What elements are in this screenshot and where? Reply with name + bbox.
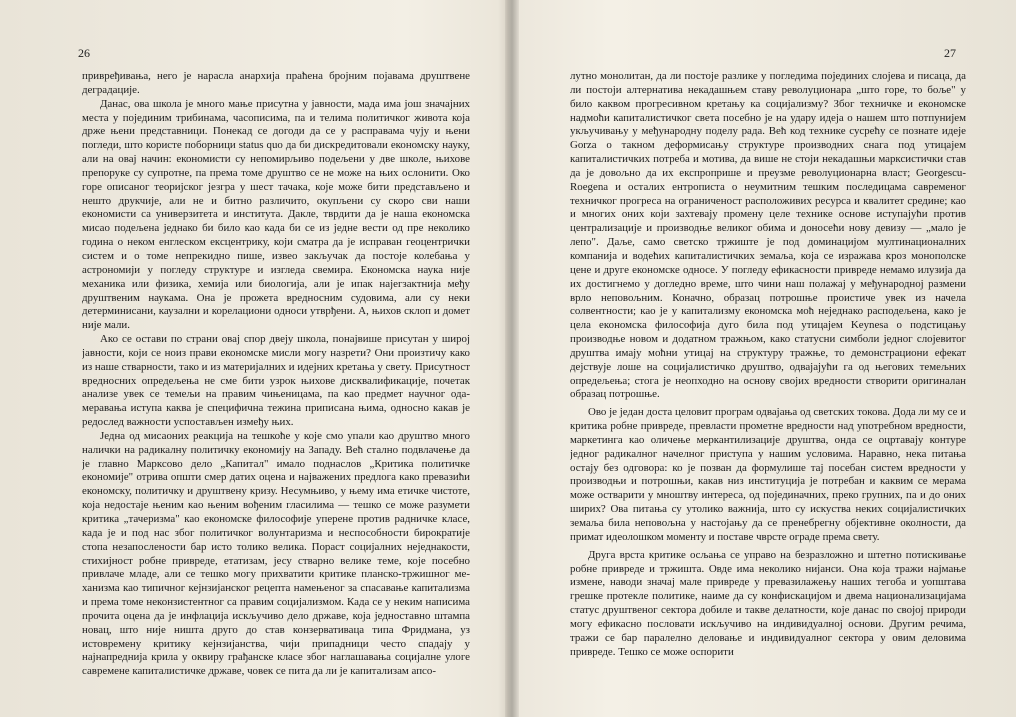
- left-page: [0, 0, 505, 717]
- paragraph: привређивања, него је нарасла анархија праћена бројним појавама друштвене деградације.: [82, 70, 470, 96]
- book-gutter: [505, 0, 519, 717]
- paragraph: Данас, ова школа је много мање присутна у јавности, мада има још значајних места у појединим трибинама, часописима, па и телима политичког живота која држе њени представници. Понекад се догоди да се у расправама чују и њени погледи, што користе поборници status quo да би дискредитовали економску науку, али на овај начин: економисти су непомирљиво подељени у две школе, њихове препоруке су супротне, па према томе друштво се не може на њих ослонити. Око горе описаног теоријског језгра у шест тачака, које може бити представљено и нешто друкчије, али не и битно различито, окупљени су скоро сви наши економисти са универзитета и института. Дакле, тврдити да је наша економска мисао подељена једнако би било као када би се из једне вести од пре неколико година о неком енглеском ексцентрику, који сматра да је исправан геоцентрички систем и о томе непрекидно пише, извео закључак да постоје колебања у астрономији у погледу структуре и изгледа свемира. Економска наука није механика или физика, хемија или биологија, али је ипак најегзактнија међу друштвеним наукама. Она је прожета вредносним судовима, али су неки детерминисани, каузални и корелациони односи утврђени. А, њихов склоп и домет није мали.: [82, 97, 470, 332]
- paragraph: Једна од мисаоних реакција на тешкоће у које смо упали као друштво много налички на радикалну политичку економију на Западу. Већ стално подвлачење да је главно Марксово дело „Капитал" имало поднаслов „Критика политичке економије" отрива општи смер датих оцена и најважених предлога како превазићи економску, политичку и друштвену кризу. Несумњиво, у њему има етичке чистоте, која недостаје њеним као њеним вођеним гласилима — тешко се може разумети критика „тачеризма" као економске философије уперене против радничке класе, када је и под нас због политичког волунтаризма и неспособности бирократије стопа незапослености бар исто толико велика. Пораст социјалних неједнакости, стихијност робне привреде, етатизам, јесу стварно велике теме, које посебно привлаче младе, али се тешко могу прихватити критике планско-тржишног механизма као типичног кејнзијанског рецепта намењеног за спасавање капитализма и према томе неконзистентног са правим социјализмом. Када се у неким написима прочита оцена да је инфлација искључиво дело државе, која једноставно штампа новац, што није ништа друго до став конзервативаца типа Фридмана, уз истовремену критику кејнзијанства, чији припадници често спадају у најнапреднија крила у оквиру грађанске класе због наглашавања социјалне улоге савремене капиталистичке државе, човек се пита да ли је капитализам апсо-: [82, 429, 470, 678]
- page-body-text: [570, 70, 966, 710]
- paragraph: Ако се остави по страни овај спор двеју школа, понајвише присутан у широј јавности, који се ноиз прави економске мисли могу назрети? Они произтичу како из наше стварности, тако и из материјалних и идејних кретања у свету. Присутност вредносних опредељења не сме бити узрок њихове дисквалификације, почетак анализе увек се темељи на правим чињеницама, па као предмет научног одамеравања иступа каква је специфична тежина приписана њима, односно какав је редослед важности успостављен између њих.: [82, 333, 470, 429]
- paragraph: Друга врста критике осљања се управо на безразложно и штетно потискивање робне привреде и тржишта. Овде има неколико нијанси. Она која тражи најмање измене, наводи значај мале привреде у превазилажењу наших тегоба и уопштава грешке протекле политике, наиме да су конфискацијом и двема национализацијама статус друштвеног сектора добиле и такве делатности, које данас по својој природи могу ефикасно пословати искључиво на индивидуалној основи. Другим речима, тражи се бар паралелно деловање и индивидуалног сектора у овим деловима привреде. Тешко се може оспорити: [570, 548, 966, 658]
- page-number: 26: [78, 46, 90, 60]
- page-number: 27: [944, 46, 956, 60]
- paragraph: лутно монолитан, да ли постоје разлике у погледима појединих слојева и писаца, да ли постоји алтернатива некадашњем ставу револуционара „што горе, то боље" у било каквом прогресивном кретању ка социјализму? Због техничке и економске надмоћи капиталистичког света посебно је на удару идеја о нашем што потпунијем укључивању у међународну поделу рада. Већ код технике сусрећу се познате идеје Gorza о такном деформисању структуре производних снага под утицајем капиталистичких потреба и мотива, да више не стоји некадашњи марксистички став да је довољно да их експроприше и преузме револуционарна власт; Georgescu-Roegena и осталих ентрописта о неумитним тешким последицама савременог техничког прогреса на ограниченост расположивих ресурса и квалитет средине; као и многих оних који захтевају промену целе технике основе иступајући против централизације и производње великог обима и доносећи нову девизу — „мало је лепо". Даље, само светско тржиште је под доминацијом мултинационалних компанија и водећих капиталистичких земаља, која се изражава кроз монополске цене и друге економске односе. У погледу ефикасности привреде немамо илузија да их достигнемо у догледно време, што чини наш полажај у међународној размени врло неповољним. Коначно, образац потрошње проистиче увек из начела солвентности; као је у капитализму економска моћ неједнако расподељена, како је цела економска философија дуго била под утицајем Keynesa о подстицању производње новом и додатном тражњом, како статусни симболи једног слојевитог друштва имају моћни утицај на структуру тражње, то демонстрациони ефекат дејствује лоше на социјалистичко друштво, одвајајући га од његових темељних опредељења; стога је неопходно на основу својих вредности створити оригиналан образац потрошње.: [570, 70, 966, 401]
- page-body-text: [82, 70, 470, 710]
- right-page: [519, 0, 1016, 717]
- paragraph: Ово је један доста целовит програм одвајања од светских токова. Дода ли му се и критика робне привреде, превласти прометне вредности над употребном вредности, маркетинга као оличење меркантилизације друштва, онда се оцртавају контуре једног радикалног начелног приступа у нашим условима. Наравно, нека питања остају без одговора: ко је позван да формулише тај посебан систем вредности у производњи и потрошњи, какав низ институција је потребан и каквим се мерама може остварити у мноштву интереса, од појединачних, преко групних, па и до оних ширих? Ова питања су утолико важнија, што су искуства неких социјалистичких земаља била неповољна у настојању да се пренебрегну објективне околности, да примат идеолошком моменту и поставе чврсте ограде према свету.: [570, 406, 966, 543]
